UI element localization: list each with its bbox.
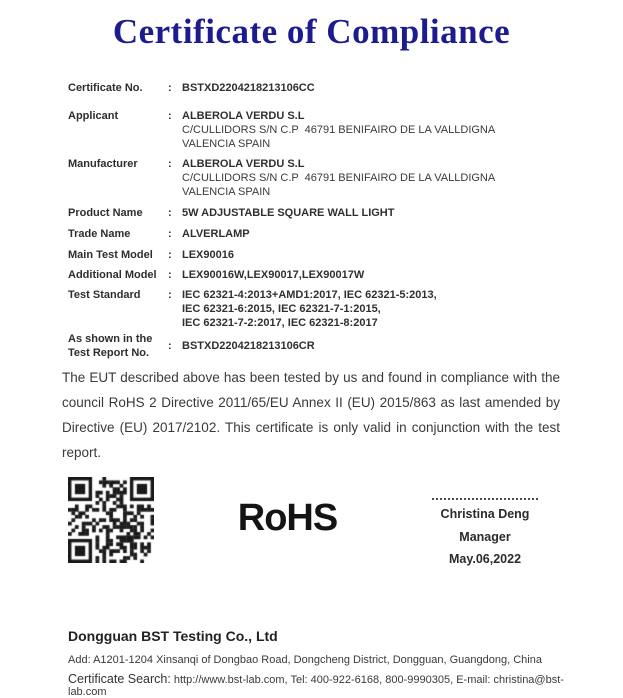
footer-contact-line bbox=[68, 672, 583, 698]
field-manufacturer bbox=[68, 157, 568, 199]
footer bbox=[68, 628, 583, 698]
field-value: BSTXD2204218213106CR bbox=[182, 340, 315, 352]
qr-code-canvas bbox=[68, 477, 154, 563]
field-label: Test Standard bbox=[68, 289, 141, 301]
field-colon: : bbox=[168, 82, 172, 94]
signature-block bbox=[423, 498, 547, 566]
field-value: LEX90016 bbox=[182, 249, 234, 261]
field-additional-model bbox=[68, 268, 568, 282]
field-label: Additional Model bbox=[68, 269, 157, 281]
field-label: Main Test Model bbox=[68, 249, 153, 261]
field-test-standard bbox=[68, 288, 568, 330]
test-standard-line-3: IEC 62321-7-2:2017, IEC 62321-8:2017 bbox=[182, 317, 378, 329]
field-colon: : bbox=[168, 228, 172, 240]
signature-date: May.06,2022 bbox=[448, 552, 522, 566]
field-label-line-1: As shown in the bbox=[68, 333, 153, 345]
signature-dotted-line bbox=[432, 498, 538, 500]
field-test-report-no bbox=[68, 332, 568, 360]
field-value: LEX90016W,LEX90017,LEX90017W bbox=[182, 269, 365, 281]
certificate-fields bbox=[68, 81, 568, 360]
field-colon: : bbox=[168, 340, 172, 352]
certificate-search-value: http://www.bst-lab.com, Tel: 400-922-6168, 800-9990305, E-mail: christina@bst-lab.com bbox=[68, 674, 564, 698]
compliance-statement: The EUT described above has been tested by us and found in compliance with the council RoHS 2 Directive 2011/65/EU Annex II (EU) 2015/863 as last amended by Directive (EU) 2017/2102. This certificate is only valid in conjunction with the test report. bbox=[62, 370, 560, 460]
field-label: Applicant bbox=[68, 110, 119, 122]
qr-code bbox=[68, 477, 154, 563]
field-colon: : bbox=[168, 110, 172, 122]
manufacturer-address-2: VALENCIA SPAIN bbox=[182, 186, 271, 198]
field-main-test-model bbox=[68, 248, 568, 262]
field-applicant bbox=[68, 109, 568, 151]
signatory-name: Christina Deng bbox=[440, 507, 530, 521]
signatory-role: Manager bbox=[459, 530, 511, 544]
field-label-line-2: Test Report No. bbox=[68, 347, 150, 359]
footer-address: Add: A1201-1204 Xinsanqi of Dongbao Road, Dongcheng District, Dongguan, Guangdong, China bbox=[68, 654, 542, 666]
field-value: BSTXD2204218213106CC bbox=[182, 82, 315, 94]
applicant-address-2: VALENCIA SPAIN bbox=[182, 138, 271, 150]
field-label: Manufacturer bbox=[68, 158, 138, 170]
field-label: Product Name bbox=[68, 207, 143, 219]
field-colon: : bbox=[168, 289, 172, 301]
test-standard-line-1: IEC 62321-4:2013+AMD1:2017, IEC 62321-5:2013, bbox=[182, 289, 437, 301]
field-colon: : bbox=[168, 158, 172, 170]
field-colon: : bbox=[168, 269, 172, 281]
certificate-search-label: Certificate Search: bbox=[68, 672, 171, 686]
applicant-address-1: C/CULLIDORS S/N C.P 46791 BENIFAIRO DE LA VALLDIGNA bbox=[182, 124, 496, 136]
field-trade-name bbox=[68, 227, 568, 241]
field-value: 5W ADJUSTABLE SQUARE WALL LIGHT bbox=[182, 207, 395, 219]
field-label: Certificate No. bbox=[68, 82, 143, 94]
field-colon: : bbox=[168, 249, 172, 261]
test-standard-line-2: IEC 62321-6:2015, IEC 62321-7-1:2015, bbox=[182, 303, 381, 315]
field-label bbox=[68, 332, 168, 360]
field-product-name bbox=[68, 206, 568, 220]
footer-company-name: Dongguan BST Testing Co., Ltd bbox=[68, 628, 278, 644]
field-value: ALVERLAMP bbox=[182, 228, 250, 240]
certificate-title: Certificate of Compliance bbox=[112, 12, 511, 51]
field-certificate-no bbox=[68, 81, 568, 95]
rohs-logo: RoHS bbox=[237, 497, 338, 539]
manufacturer-name: ALBEROLA VERDU S.L bbox=[182, 158, 305, 170]
field-colon: : bbox=[168, 207, 172, 219]
field-label: Trade Name bbox=[68, 228, 131, 240]
applicant-name: ALBEROLA VERDU S.L bbox=[182, 110, 305, 122]
manufacturer-address-1: C/CULLIDORS S/N C.P 46791 BENIFAIRO DE LA VALLDIGNA bbox=[182, 172, 496, 184]
